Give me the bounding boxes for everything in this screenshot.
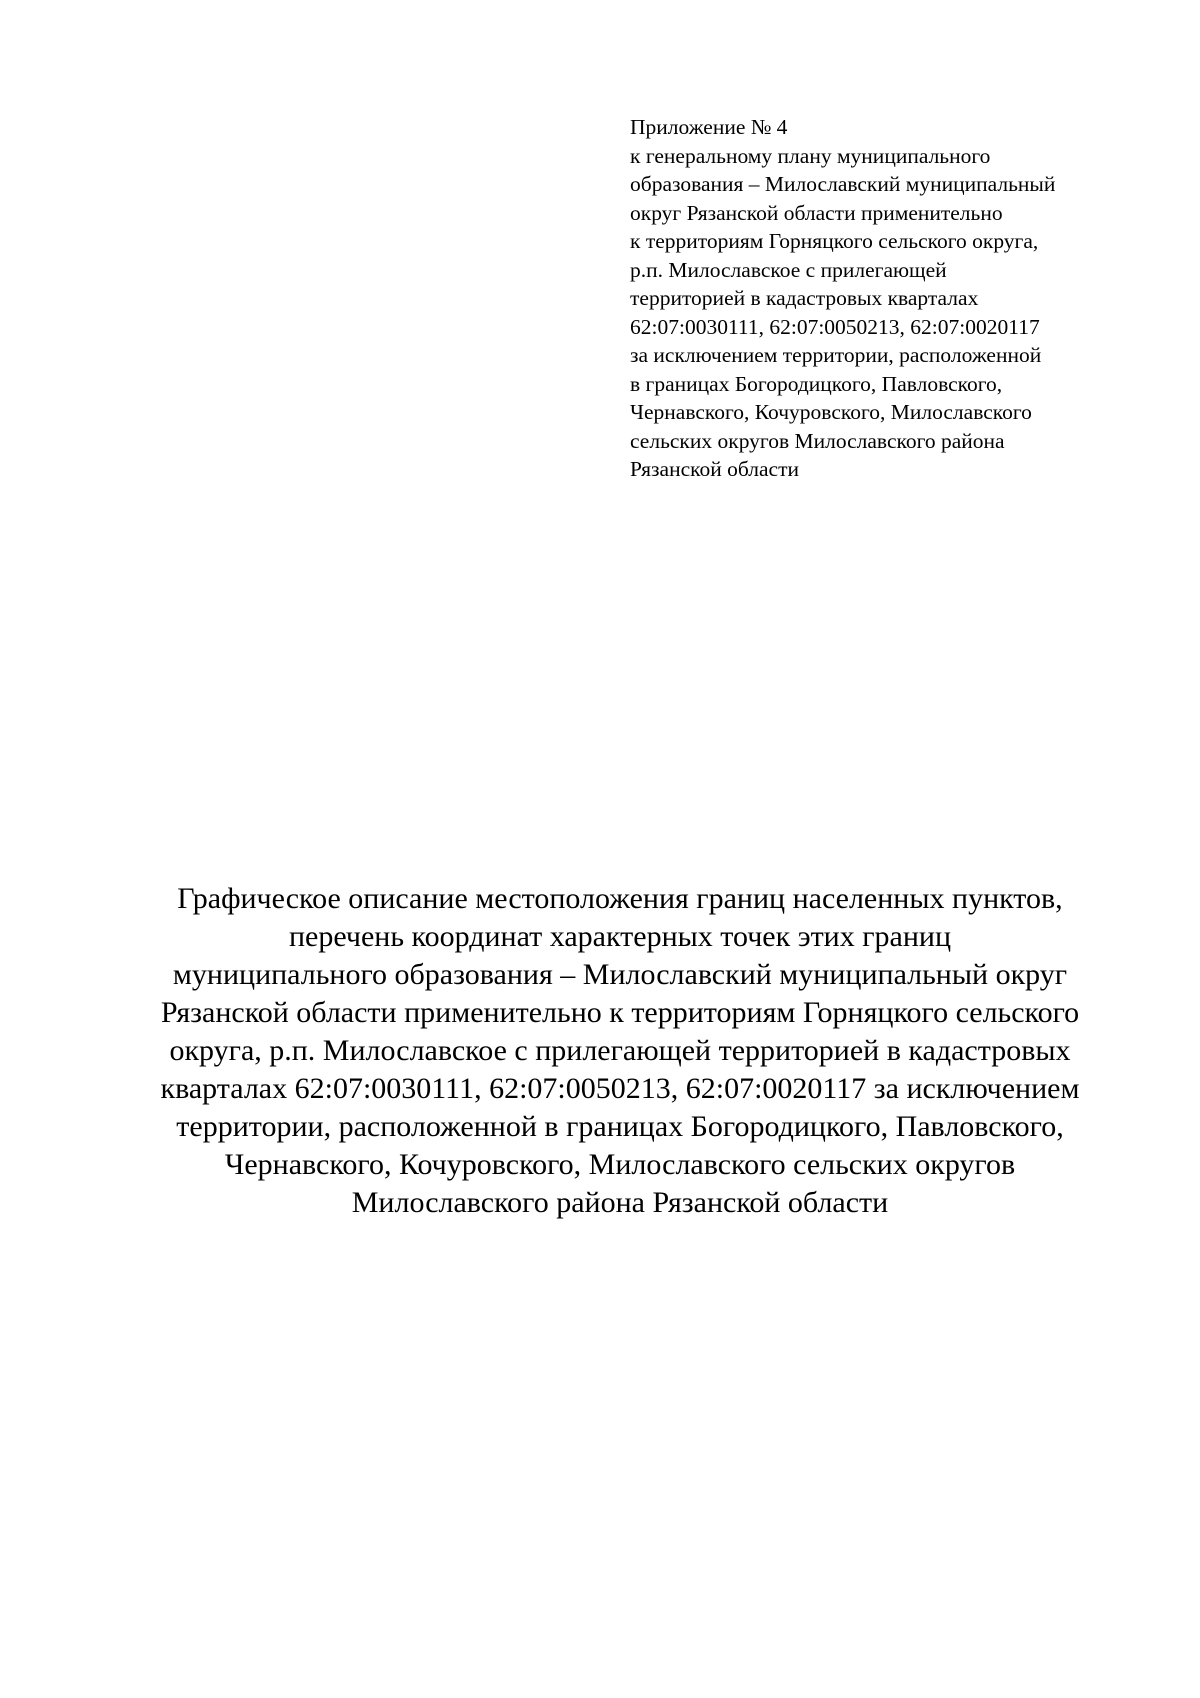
appendix-header xyxy=(630,113,1150,484)
title-line: муниципального образования – Милославский муниципальный округ xyxy=(172,958,1068,991)
title-line: Милославского района Рязанской области xyxy=(351,1186,889,1219)
appendix-line: сельских округов Милославского района xyxy=(630,428,1005,453)
appendix-line: территорией в кадастровых кварталах xyxy=(630,286,979,310)
title-line: Рязанской области применительно к территориям Горняцкого сельского xyxy=(160,996,1080,1029)
title-line: территории, расположенной в границах Богородицкого, Павловского, xyxy=(176,1110,1064,1143)
title-line: Чернавского, Кочуровского, Милославского сельских округов xyxy=(224,1148,1016,1181)
appendix-line: к территориям Горняцкого сельского округа, xyxy=(630,229,1039,253)
appendix-line: р.п. Милославское с прилегающей xyxy=(630,257,947,282)
appendix-line: округ Рязанской области применительно xyxy=(630,200,1003,225)
document-title xyxy=(120,880,1120,1222)
title-line: Графическое описание местоположения границ населенных пунктов, xyxy=(177,882,1063,915)
title-line: перечень координат характерных точек этих границ xyxy=(288,920,952,953)
appendix-line: в границах Богородицкого, Павловского, xyxy=(630,371,1003,396)
appendix-line: за исключением территории, расположенной xyxy=(630,343,1042,367)
appendix-line: 62:07:0030111, 62:07:0050213, 62:07:0020117 xyxy=(630,314,1040,339)
appendix-line: Рязанской области xyxy=(630,457,799,481)
appendix-line: Чернавского, Кочуровского, Милославского xyxy=(630,400,1032,424)
appendix-line: образования – Милославский муниципальный xyxy=(630,172,1056,196)
title-line: кварталах 62:07:0030111, 62:07:0050213, 62:07:0020117 за исключением xyxy=(160,1072,1080,1105)
appendix-line: Приложение № 4 xyxy=(630,115,788,139)
appendix-line: к генеральному плану муниципального xyxy=(630,143,991,168)
title-line: округа, р.п. Милославское с прилегающей территорией в кадастровых xyxy=(169,1034,1071,1067)
